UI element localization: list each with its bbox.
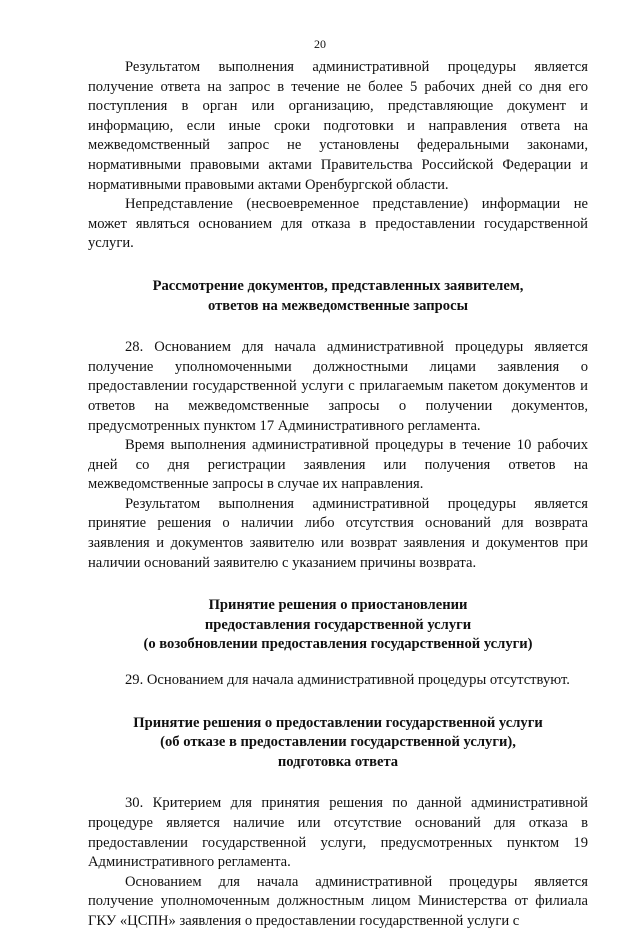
- section-heading-document-review: [88, 277, 588, 316]
- paragraph-30-basis: Основанием для начала административной процедуры является получение уполномоченным должностным лицом Министерства от филиала ГКУ «ЦСПН» заявления о предоставлении государственной услуги с: [88, 873, 588, 929]
- paragraph-28-duration: Время выполнения административной процедуры в течение 10 рабочих дней со дня регистрации заявления или получения ответов на межведомственные запросы в случае их направления.: [88, 437, 588, 493]
- paragraph-28-result: Результатом выполнения административной процедуры является принятие решения о наличии либо отсутствия оснований для возврата заявления и документов заявителю или возврат заявления и документов при наличии оснований заявителю с указанием причины возврата.: [88, 495, 588, 571]
- section-heading-decision: [88, 714, 588, 773]
- paragraph-non-submission: Непредставление (несвоевременное представление) информации не может являться основанием для отказа в предоставлении государственной услуги.: [88, 196, 588, 252]
- section-heading-suspension: [88, 596, 588, 655]
- paragraph-29-basis: 29. Основанием для начала административной процедуры отсутствуют.: [125, 672, 570, 689]
- heading-line: подготовка ответа: [277, 753, 399, 770]
- heading-line: (об отказе в предоставлении государственной услуги),: [160, 734, 516, 751]
- heading-line: (о возобновлении предоставления государственной услуги): [143, 636, 533, 653]
- page-number: 20: [314, 37, 326, 51]
- heading-line: предоставления государственной услуги: [204, 616, 472, 633]
- heading-line: ответов на межведомственные запросы: [208, 297, 468, 314]
- paragraph-28-basis: 28. Основанием для начала административной процедуры является получение уполномоченными должностными лицами заявления о предоставлении государственной услуги с прилагаемым пакетом документов и ответов на межведомственные запросы о получении документов, предусмотренных пунктом 17 Административного регламента.: [88, 339, 588, 434]
- heading-line: Принятие решения о приостановлении: [208, 597, 468, 614]
- paragraph-30-criterion: 30. Критерием для принятия решения по данной административной процедуре является наличие или отсутствие оснований для отказа в предоставлении государственной услуги, предусмотренных пунктом 19 Административного регламента.: [88, 795, 588, 871]
- heading-line: Принятие решения о предоставлении государственной услуги: [133, 714, 543, 731]
- document-body: [88, 58, 588, 932]
- heading-line: Рассмотрение документов, представленных заявителем,: [152, 277, 524, 294]
- paragraph-result-response: Результатом выполнения административной процедуры является получение ответа на запрос в течение не более 5 рабочих дней со дня его поступления в орган или организацию, представляющие документ и информацию, если иные сроки подготовки и направления ответа на межведомственный запрос не установлены федеральными законами, нормативными правовыми актами Правительства Российской Федерации и нормативными правовыми актами Оренбургской области.: [88, 59, 588, 193]
